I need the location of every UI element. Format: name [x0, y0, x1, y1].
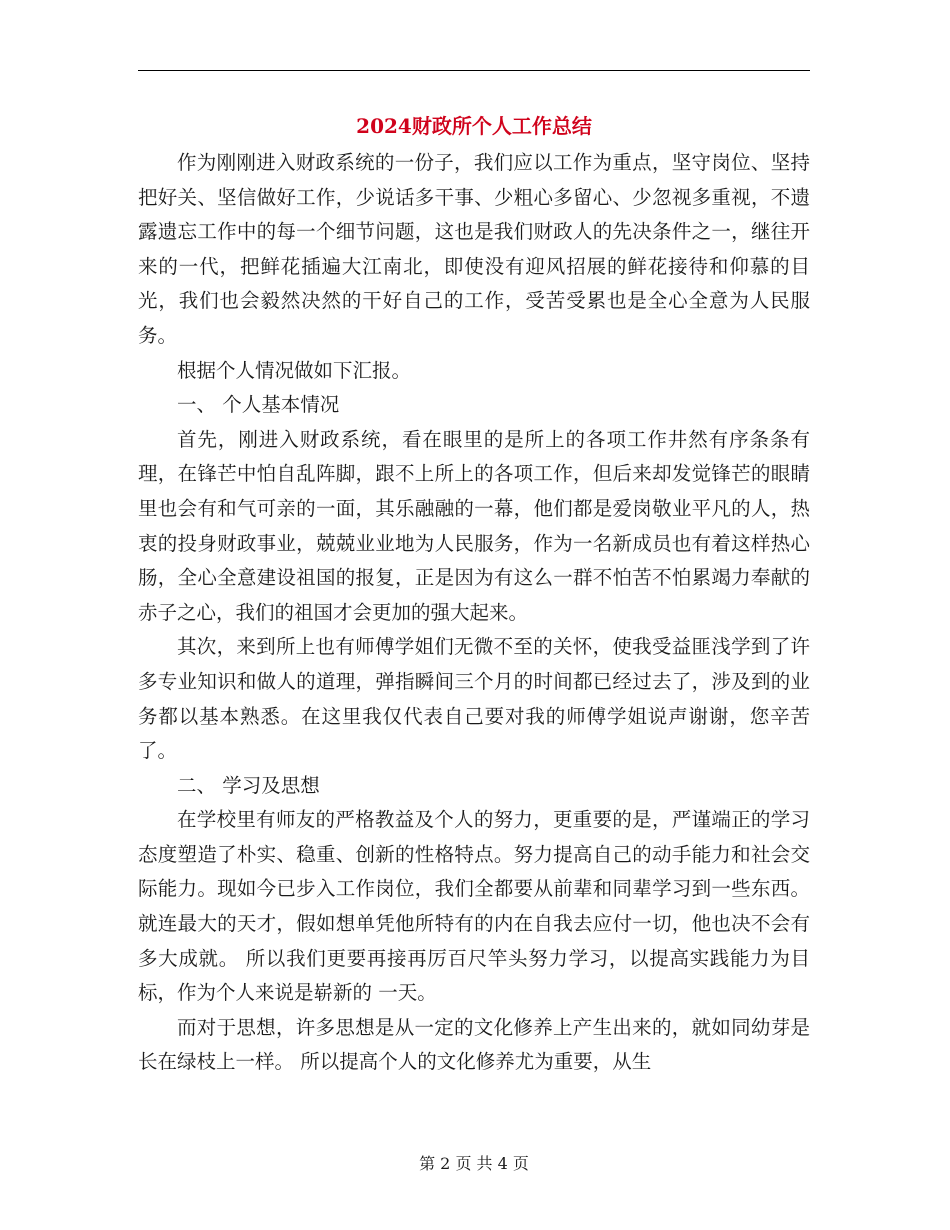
paragraph-second: 其次，来到所上也有师傅学姐们无微不至的关怀，使我受益匪浅学到了许多专业知识和做人的道理，弹指瞬间三个月的时间都已经过去了，涉及到的业务都以基本熟悉。在这里我仅代表自己要对我的师傅学姐说声谢谢，您辛苦了。 — [138, 635, 810, 763]
document-body — [138, 146, 810, 1080]
section-heading-1: 一、 个人基本情况 — [177, 393, 340, 417]
paragraph-intro: 作为刚刚进入财政系统的一份子，我们应以工作为重点，坚守岗位、坚持把好关、坚信做好工作，少说话多干事、少粗心多留心、少忽视多重视，不遗露遗忘工作中的每一个细节问题，这也是我们财政人的先决条件之一，继往开来的一代，把鲜花插遍大江南北，即使没有迎风招展的鲜花接待和仰慕的目光，我们也会毅然决然的干好自己的工作，受苦受累也是全心全意为人民服务。 — [138, 151, 810, 347]
paragraph-report-lead: 根据个人情况做如下汇报。 — [177, 358, 412, 382]
document-title: 2024财政所个人工作总结 — [356, 114, 592, 138]
section-heading-2: 二、 学习及思想 — [177, 773, 320, 797]
page-number: 第 2 页 共 4 页 — [419, 1154, 529, 1173]
paragraph-first: 首先，刚进入财政系统，看在眼里的是所上的各项工作井然有序条条有理，在锋芒中怕自乱阵脚，跟不上所上的各项工作，但后来却发觉锋芒的眼睛里也会有和气可亲的一面，其乐融融的一幕，他们都是爱岗敬业平凡的人，热衷的投身财政事业，兢兢业业地为人民服务，作为一名新成员也有着这样热心肠，全心全意建设祖国的报复，正是因为有这么一群不怕苦不怕累竭力奉献的赤子之心，我们的祖国才会更加的强大起来。 — [138, 427, 810, 624]
header-rule — [138, 70, 810, 71]
paragraph-thought: 而对于思想，许多思想是从一定的文化修养上产生出来的，就如同幼芽是长在绿枝上一样。 所以提高个人的文化修养尤为重要，从生 — [138, 1015, 810, 1074]
paragraph-study: 在学校里有师友的严格教益及个人的努力，更重要的是，严谨端正的学习态度塑造了朴实、稳重、创新的性格特点。努力提高自己的动手能力和社会交际能力。现如今已步入工作岗位，我们全都要从前辈和同辈学习到一些东西。就连最大的天才，假如想单凭他所特有的内在自我去应付一切，他也决不会有多大成就。 所以我们更要再接再厉百尺竿头努力学习，以提高实践能力为目标，作为个人来说是崭新的 一天。 — [138, 808, 810, 1005]
